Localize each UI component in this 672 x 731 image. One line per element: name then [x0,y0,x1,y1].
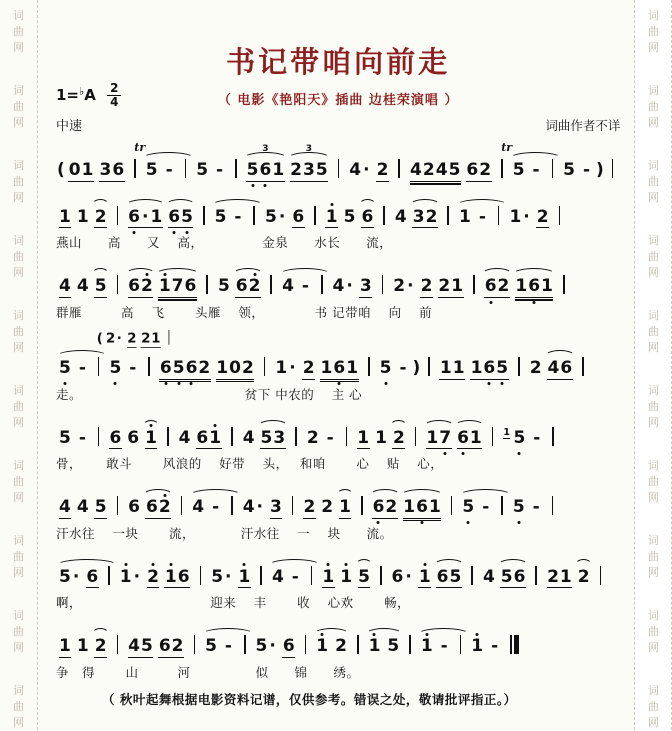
song-subtitle: （ 电影《艳阳天》插曲 边桂荣演唱 ） [217,93,459,108]
meter-numerator: 2 [107,82,121,96]
key-and-tempo [56,82,121,134]
notation-line: 5 - 5 - 6562 102 1 · 2 161 5 - ) 11 165 2 46 [56,342,620,380]
watermark-column-left [0,0,38,730]
notation-line: 4 4 5 6 62 4 - 4 · 3 2 2 1 62 161 5 - 5 - [56,481,620,519]
watermark-text: 词 曲 网 [13,234,24,279]
music-system [56,191,620,252]
watermark-text: 词 曲 网 [647,9,659,54]
watermark-text: 词 曲 网 [647,684,659,729]
watermark-text: 词 曲 网 [13,9,24,54]
music-system [56,330,620,403]
watermark-text: 词 曲 网 [647,534,659,579]
watermark-text: 词 曲 网 [647,609,659,654]
transcriber-note: （ 秋叶起舞根据电影资料记谱，仅供参考。错误之处，敬请批评指正。） [102,692,517,708]
lyrics-line: 走。 贫下 中农的 主 心 [56,386,363,402]
notation-line: 4 4 5 62 176 5 62 4 - 4 · 3 2 · 2 21 62 161 [56,260,620,298]
lyrics-line: 骨， 敢斗 风浪的 好带 头， 和咱 心 贴 心， [56,456,444,472]
key-note: A [84,86,96,105]
music-system [56,412,620,473]
notation-line: 1 1 2 6 · 1 65 5 - 5 · 6 1 5 6 4 32 1 - 1 · 2 [56,191,620,229]
sheet-content [38,0,634,730]
pickup-notes: ( 2· 2 21 [96,330,175,348]
music-area [56,144,620,681]
watermark-text: 词 曲 网 [13,84,24,129]
music-system [56,551,620,612]
meter-denominator: 4 [110,95,119,110]
watermark-text: 词 曲 网 [647,309,659,354]
music-system [56,481,620,542]
lyrics-line: 燕山 高 又 高， 金泉 水长 流， [56,235,393,251]
watermark-text: 词 曲 网 [13,459,24,504]
watermark-text: 词 曲 网 [647,234,659,279]
watermark-text: 词 曲 网 [647,84,659,129]
tempo-marking: 中速 [56,119,83,135]
music-system [56,620,620,681]
watermark-text: 词 曲 网 [13,534,24,579]
watermark-text: 词 曲 网 [13,684,24,729]
notation-line: 5 - 6 6 1 4 61 4 53 2 - 1 1 2 17 61 1 5 - [56,412,620,450]
flat-sign: ♭ [79,85,85,99]
lyrics-line: 争 得 山 河 似 锦 绣。 [56,665,360,681]
watermark-text: 词 曲 网 [647,159,659,204]
lyrics-line: 群雁 高 飞 头雁 领， 书 记带咱 向 前 [56,305,433,321]
watermark-text: 词 曲 网 [647,459,659,504]
notation-line: ( 01 36 5 tr - 5 - 561 3 235 3 4 · 2 4245 62 5 tr - 5 - ) [56,144,620,182]
music-system [56,144,620,182]
watermark-text: 词 曲 网 [647,384,659,429]
author-credit: 词曲作者不详 [545,118,621,134]
key-prefix: 1= [56,86,80,105]
lyrics-line: 汗水往 一块 流， 汗水往 一 块 流。 [56,525,393,541]
music-system [56,260,620,321]
time-signature [107,82,121,109]
notation-line: 1 1 2 45 62 5 - 5 · 6 1 2 1 5 1 - 1 - [56,620,620,658]
song-title: 书记带咱向前走 [226,45,451,79]
watermark-text: 词 曲 网 [13,309,24,354]
watermark-text: 词 曲 网 [13,384,24,429]
watermark-text: 词 曲 网 [13,159,24,204]
notation-line: 5 · 6 1 · 2 16 5 · 1 4 - 1 1 5 6 · 1 65 4 56 21 2 [56,551,620,589]
key-signature [56,82,121,109]
watermark-column-right [634,0,672,730]
lyrics-line: 啊， 迎来 丰 收 心欢 畅， [56,595,411,611]
watermark-text: 词 曲 网 [13,609,24,654]
